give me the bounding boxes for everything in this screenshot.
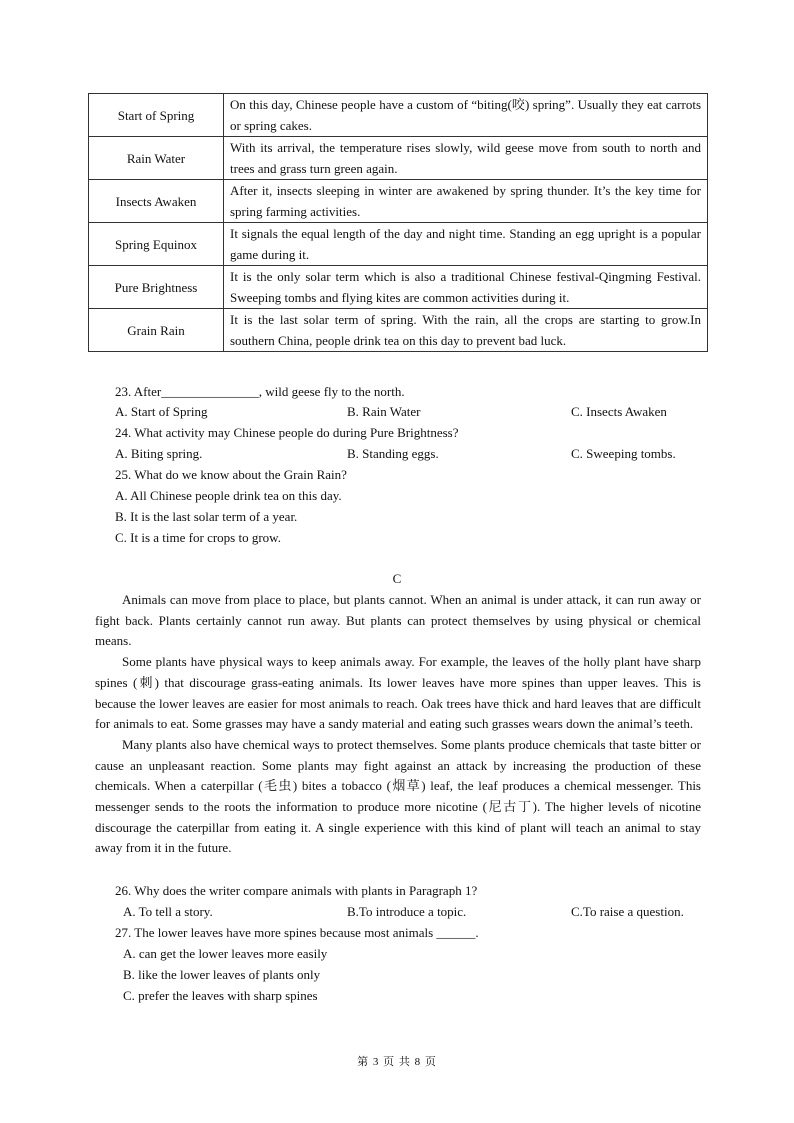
table-row	[89, 266, 708, 309]
table-row	[89, 223, 708, 266]
term-cell: Start of Spring	[89, 94, 224, 137]
description-cell: It is the last solar term of spring. With the rain, all the crops are starting to grow.In southern China, people drink tea on this day to prevent bad luck.	[224, 309, 708, 352]
question-25-option-c: C. It is a time for crops to grow.	[115, 530, 281, 545]
term-cell: Grain Rain	[89, 309, 224, 352]
question-25-option-b: B. It is the last solar term of a year.	[115, 509, 298, 524]
question-24-option-c: C. Sweeping tombs.	[571, 446, 676, 461]
question-27-stem: 27. The lower leaves have more spines because most animals ______.	[115, 925, 479, 940]
description-cell: With its arrival, the temperature rises slowly, wild geese move from south to north and trees and grass turn green again.	[224, 137, 708, 180]
term-cell: Insects Awaken	[89, 180, 224, 223]
solar-terms-table	[88, 93, 708, 352]
question-25-option-a: A. All Chinese people drink tea on this day.	[115, 488, 342, 503]
question-27-option-a: A. can get the lower leaves more easily	[123, 946, 328, 961]
table-row	[89, 309, 708, 352]
question-24-option-b: B. Standing eggs.	[347, 446, 439, 461]
question-27-option-c: C. prefer the leaves with sharp spines	[123, 988, 318, 1003]
passage-paragraph: Many plants also have chemical ways to protect themselves. Some plants produce chemicals that taste bitter or cause an unpleasant reaction. Some plants may fight against an attack by increasing the production of these chemicals. When a caterpillar (毛虫) bites a tobacco (烟草) leaf, the leaf produces a chemical messenger. This messenger sends to the roots the information to produce more nicotine (尼古丁). The higher levels of nicotine discourage the caterpillar from eating it. A single experience with this kind of plant will teach an animal to stay away from it in the future.	[95, 736, 701, 856]
question-27-option-b: B. like the lower leaves of plants only	[123, 967, 321, 982]
table-row	[89, 94, 708, 137]
question-23-option-a: A. Start of Spring	[115, 404, 208, 419]
question-26-option-c: C.To raise a question.	[571, 904, 684, 919]
question-26-option-b: B.To introduce a topic.	[347, 904, 467, 919]
question-23-option-c: C. Insects Awaken	[571, 404, 667, 419]
question-23-stem: 23. After_______________, wild geese fly to the north.	[115, 384, 405, 399]
description-cell: On this day, Chinese people have a custom of “biting(咬) spring”. Usually they eat carrots or spring cakes.	[224, 94, 708, 137]
passage-paragraph: Some plants have physical ways to keep animals away. For example, the leaves of the holly plant have sharp spines (刺) that discourage grass-eating animals. Its lower leaves have more spines than upper leaves. This is because the lower leaves are easier for most animals to reach. Oak trees have thick and hard leaves that are difficult for animals to eat. Some grasses may have a sandy material and eating such grasses wears down the animal’s teeth.	[95, 654, 701, 732]
table-row	[89, 137, 708, 180]
question-25-stem: 25. What do we know about the Grain Rain?	[115, 467, 347, 482]
page-footer: 第 3 页 共 8 页	[357, 1056, 437, 1068]
term-cell: Pure Brightness	[89, 266, 224, 309]
passage-paragraph: Animals can move from place to place, but plants cannot. When an animal is under attack, it can run away or fight back. Plants certainly cannot run away. But plants can protect themselves by using physical or chemical means.	[95, 592, 701, 649]
section-c-heading: C	[392, 571, 402, 586]
term-cell: Rain Water	[89, 137, 224, 180]
description-cell: It is the only solar term which is also a traditional Chinese festival-Qingming Festival. Sweeping tombs and flying kites are common activities during it.	[224, 266, 708, 309]
question-26-stem: 26. Why does the writer compare animals with plants in Paragraph 1?	[115, 883, 478, 898]
description-cell: It signals the equal length of the day and night time. Standing an egg upright is a popular game during it.	[224, 223, 708, 266]
question-26-option-a: A. To tell a story.	[123, 904, 213, 919]
question-23-option-b: B. Rain Water	[347, 404, 421, 419]
question-24-stem: 24. What activity may Chinese people do during Pure Brightness?	[115, 425, 459, 440]
description-cell: After it, insects sleeping in winter are awakened by spring thunder. It’s the key time for spring farming activities.	[224, 180, 708, 223]
table-row	[89, 180, 708, 223]
question-24-option-a: A. Biting spring.	[115, 446, 203, 461]
term-cell: Spring Equinox	[89, 223, 224, 266]
passage-c	[95, 590, 701, 859]
